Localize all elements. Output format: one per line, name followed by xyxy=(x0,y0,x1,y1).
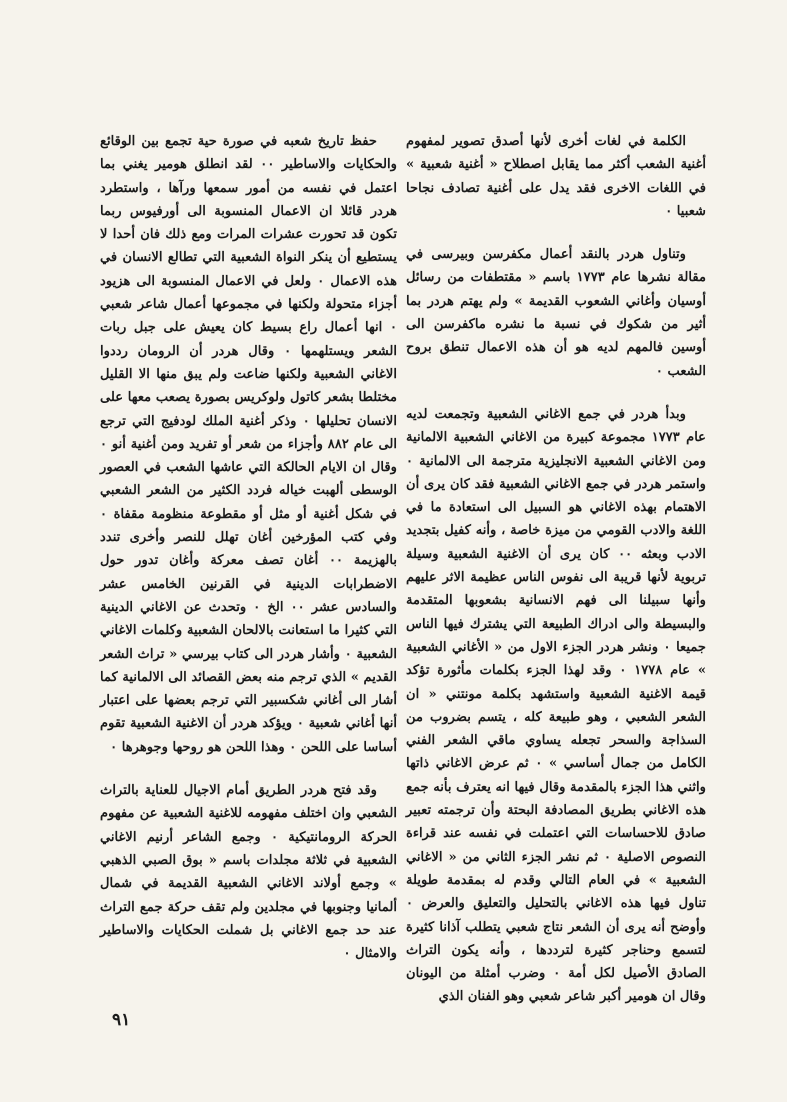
text-column-right xyxy=(406,130,706,1009)
paragraph: حفظ تاريخ شعبه في صورة حية تجمع بين الوقائع والحكايات والاساطير ٠٠ لقد انطلق هومير يغني بما اعتمل في نفسه من أمور سمعها ورآها ، واستطرد هردر قائلا ان الاعمال المنسوبة الى أورفيوس ربما تكون قد تحورت عشرات المرات ومع ذلك فان أحدا لا يستطيع أن ينكر النواة الشعبية التي تطالع الانسان في هذه الاعمال ٠ ولعل في الاعمال المنسوبة الى هزيود أجزاء متحولة ولكنها في مجموعها أعمال شاعر شعبي ٠ انها أعمال راع بسيط كان يعيش على جبل ربات الشعر ويستلهمها ٠ وقال هردر أن الرومان رددوا الاغاني الشعبية ولكنها ضاعت ولم يبق منها الا القليل مختلطا بشعر كاتول ولوكريس بصورة يصعب معها على الانسان تحليلها ٠ وذكر أغنية الملك لودفيج التي ترجع الى عام ٨٨٢ وأجزاء من شعر أو تفريد ومن أغنية أنو ٠ وقال ان الايام الحالكة التي عاشها الشعب في العصور الوسطى ألهبت خياله فردد الكثير من الشعر الشعبي في شكل أغنية أو مثل أو مقطوعة منظومة مقفاة ٠ وفي كتب المؤرخين أغان تهلل للنصر وأخرى تندد بالهزيمة ٠٠ أغان تصف معركة وأغان تدور حول الاضطرابات الدينية في القرنين الخامس عشر والسادس عشر ٠٠ الخ ٠ وتحدث عن الاغاني الدينية التي كثيرا ما استعانت بالالحان الشعبية وكلمات الاغاني الشعبية ٠ وأشار هردر الى كتاب بيرسي « تراث الشعر القديم » الذي ترجم منه بعض القصائد الى الالمانية كما أشار الى أغاني شكسبير التي ترجم بعضها على اعتبار أنها أغاني شعبية ٠ ويؤكد هردر أن الاغنية الشعبية تقوم أساسا على اللحن ٠ وهذا اللحن هو روحها وجوهرها ٠ xyxy=(100,134,398,755)
paragraph: وتناول هردر بالنقد أعمال مكفرسن وبيرسى في مقالة نشرها عام ١٧٧٣ باسم « مقتطفات من رسائل أوسيان وأغاني الشعوب القديمة » ولم يهتم هردر بما أثير من شكوك في نسبة ما نشره ماكفرسن الى أوسين فالمهم لديه هو أن هذه الاعمال تنطق بروح الشعب ٠ xyxy=(406,247,706,379)
paragraph: الكلمة في لغات أخرى لأنها أصدق تصوير لمفهوم أغنية الشعب أكثر مما يقابل اصطلاح « أغنية شعبية » في اللغات الاخرى فقد يدل على أغنية تصادف نجاحا شعبيا ٠ xyxy=(406,134,706,219)
text-column-left xyxy=(100,130,397,965)
paragraph: وبدأ هردر في جمع الاغاني الشعبية وتجمعت لديه عام ١٧٧٣ مجموعة كبيرة من الاغاني الشعبية الالمانية ومن الاغاني الشعبية الانجليزية مترجمة الى الالمانية ٠ واستمر هردر في جمع الاغاني الشعبية فقد كان يرى أن الاهتمام بهذه الاغاني هو السبيل الى استعادة ما في اللغة والادب القومي من ميزة خاصة ، وأنه كفيل بتجديد الادب وبعثه ٠٠ كان يرى أن الاغنية الشعبية وسيلة تربوية لأنها قريبة الى نفوس الناس عظيمة الاثر عليهم وأنها سبيلنا الى فهم الانسانية بشعوبها المتقدمة والبسيطة والى ادراك الطبيعة التي يشترك فيها الناس جميعا ٠ ونشر هردر الجزء الاول من « الأغاني الشعبية » عام ١٧٧٨ ٠ وقد لهذا الجزء بكلمات مأثورة تؤكد قيمة الاغنية الشعبية واستشهد بكلمة مونتني « ان الشعر الشعبي ، وهو طبيعة كله ، يتسم بضروب من السذاجة والسحر تجعله يساوي ماقي الشعر الفني الكامل من جمال أساسي » ٠ ثم عرض الاغاني ذاتها واثني هذا الجزء بالمقدمة وقال فيها انه يعترف بأنه جمع هذه الاغاني بطريق المصادفة البحتة وأن ترجمته تعبير صادق للاحساسات التي اعتملت في نفسه عند قراءة النصوص الاصلية ٠ ثم نشر الجزء الثاني من « الاغاني الشعبية » في العام التالي وقدم له بمقدمة طويلة تناول فيها هذه الاغاني بالتحليل والتعليق والعرض ٠ وأوضح أنه يرى أن الشعر نتاج شعبي يتطلب آذانا كثيرة لتسمع وحناجر كثيرة لترددها ، وأنه يكون التراث الصادق الأصيل لكل أمة ٠ وضرب أمثلة من اليونان وقال ان هومير أكبر شاعر شعبي وهو الفنان الذي xyxy=(406,406,707,1005)
page-number: ٩١ xyxy=(112,1010,131,1030)
paragraph: وقد فتح هردر الطريق أمام الاجيال للعناية بالتراث الشعبي وان اختلف مفهومه للاغنية الشعبية عن مفهوم الحركة الرومانتيكية ٠ وجمع الشاعر أرنيم الاغاني الشعبية في ثلاثة مجلدات باسم « بوق الصبي الذهبي » وجمع أولاند الاغاني الشعبية القديمة في شمال ألمانيا وجنوبها في مجلدين ولم تقف حركة جمع التراث عند حد جمع الاغاني بل شملت الحكايات والاساطير والامثال ٠ xyxy=(100,783,397,962)
